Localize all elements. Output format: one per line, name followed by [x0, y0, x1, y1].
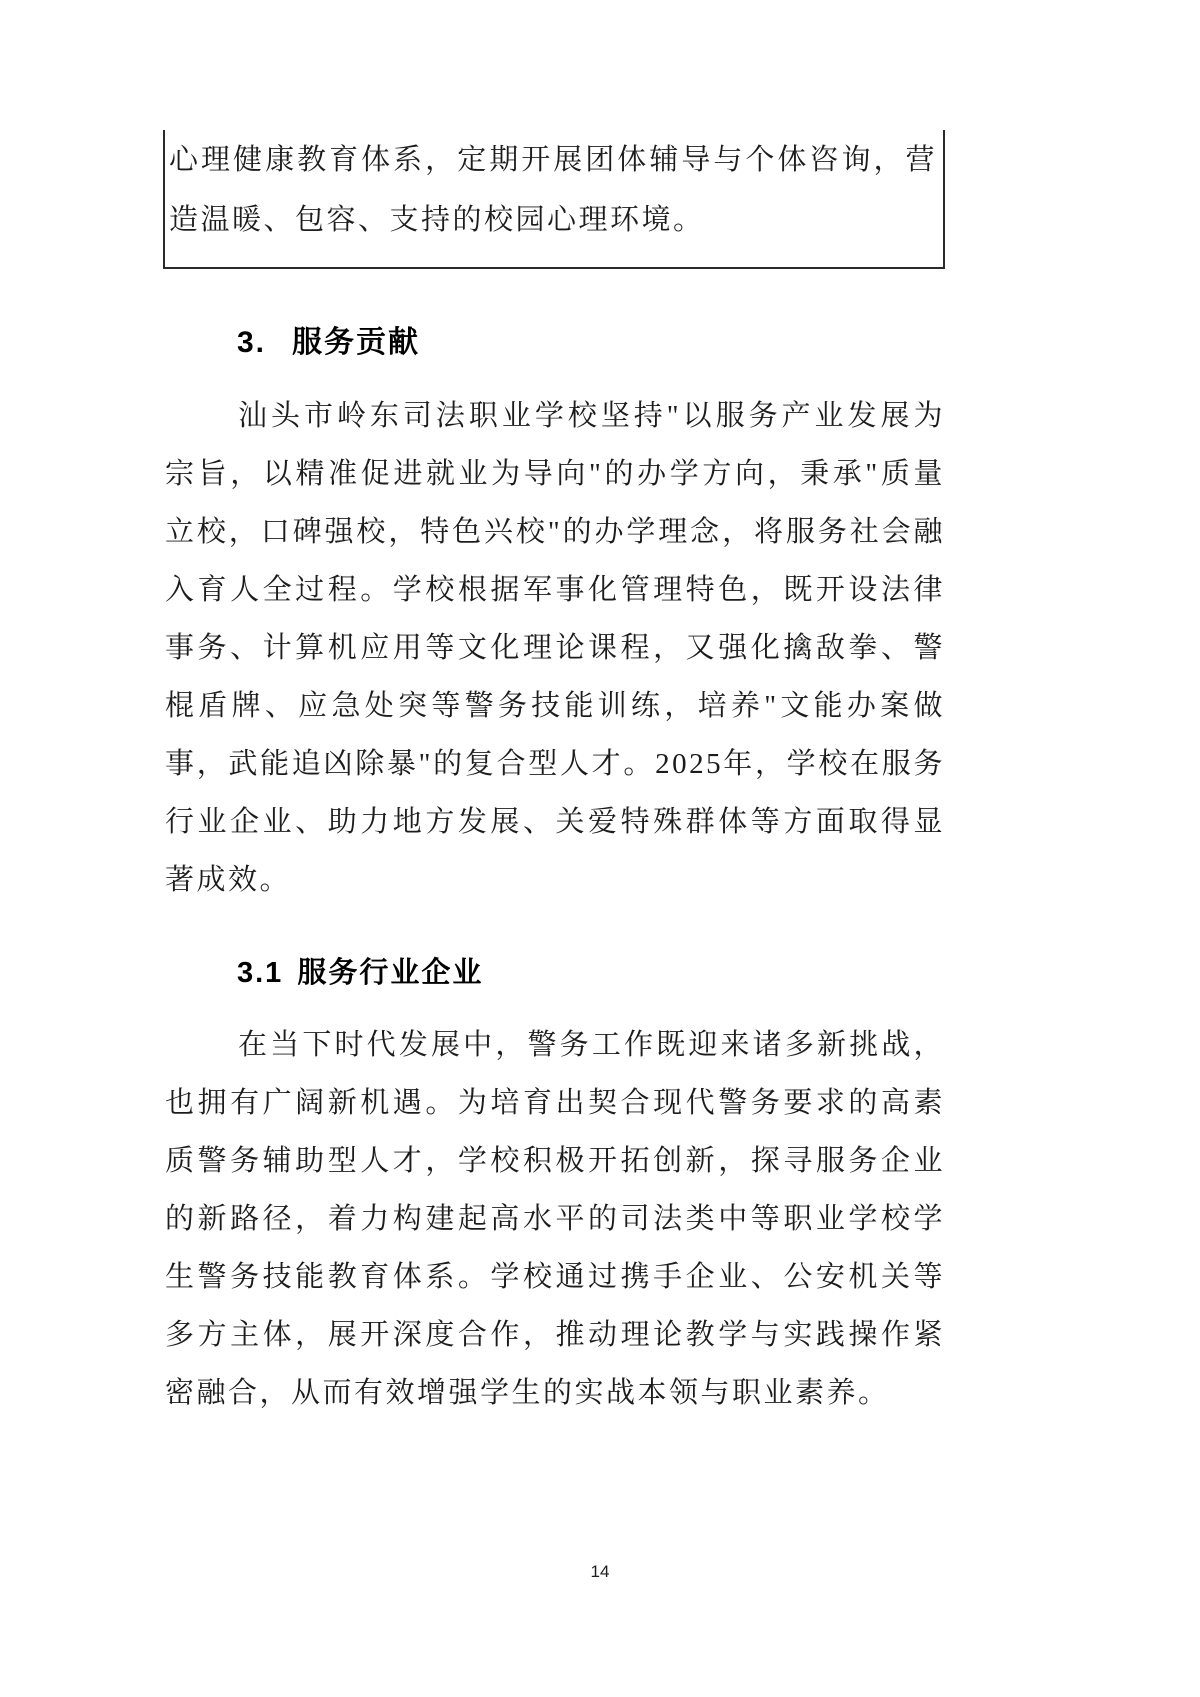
- callout-text: 心理健康教育体系，定期开展团体辅导与个体咨询，营造温暖、包容、支持的校园心理环境。: [169, 144, 937, 236]
- section-heading-3: [237, 325, 945, 361]
- page-content: [165, 0, 945, 1422]
- paragraph-industry-service: 在当下时代发展中，警务工作既迎来诸多新挑战，也拥有广阔新机遇。为培育出契合现代警务要求的高素质警务辅助型人才，学校积极开拓创新，探寻服务企业的新路径，着力构建起高水平的司法类中等职业学校学生警务技能教育体系。学校通过携手企业、公安机关等多方主体，展开深度合作，推动理论教学与实践操作紧密融合，从而有效增强学生的实战本领与职业素养。: [165, 1029, 945, 1409]
- paragraph-service-overview: 汕头市岭东司法职业学校坚持"以服务产业发展为宗旨，以精准促进就业为导向"的办学方向，秉承"质量立校，口碑强校，特色兴校"的办学理念，将服务社会融入育人全过程。学校根据军事化管理特色，既开设法律事务、计算机应用等文化理论课程，又强化擒敌拳、警棍盾牌、应急处突等警务技能训练，培养"文能办案做事，武能追凶除暴"的复合型人才。2025年，学校在服务行业企业、助力地方发展、关爱特殊群体等方面取得显著成效。: [165, 400, 945, 896]
- subsection-number: 3.1: [237, 957, 284, 989]
- table-cell-continuation-box: [163, 130, 945, 269]
- subsection-title: 服务行业企业: [297, 957, 484, 989]
- section-title: 服务贡献: [292, 326, 421, 359]
- page-number: 14: [590, 1562, 610, 1581]
- section-number: 3.: [237, 326, 267, 359]
- subsection-heading-3-1: [237, 956, 945, 990]
